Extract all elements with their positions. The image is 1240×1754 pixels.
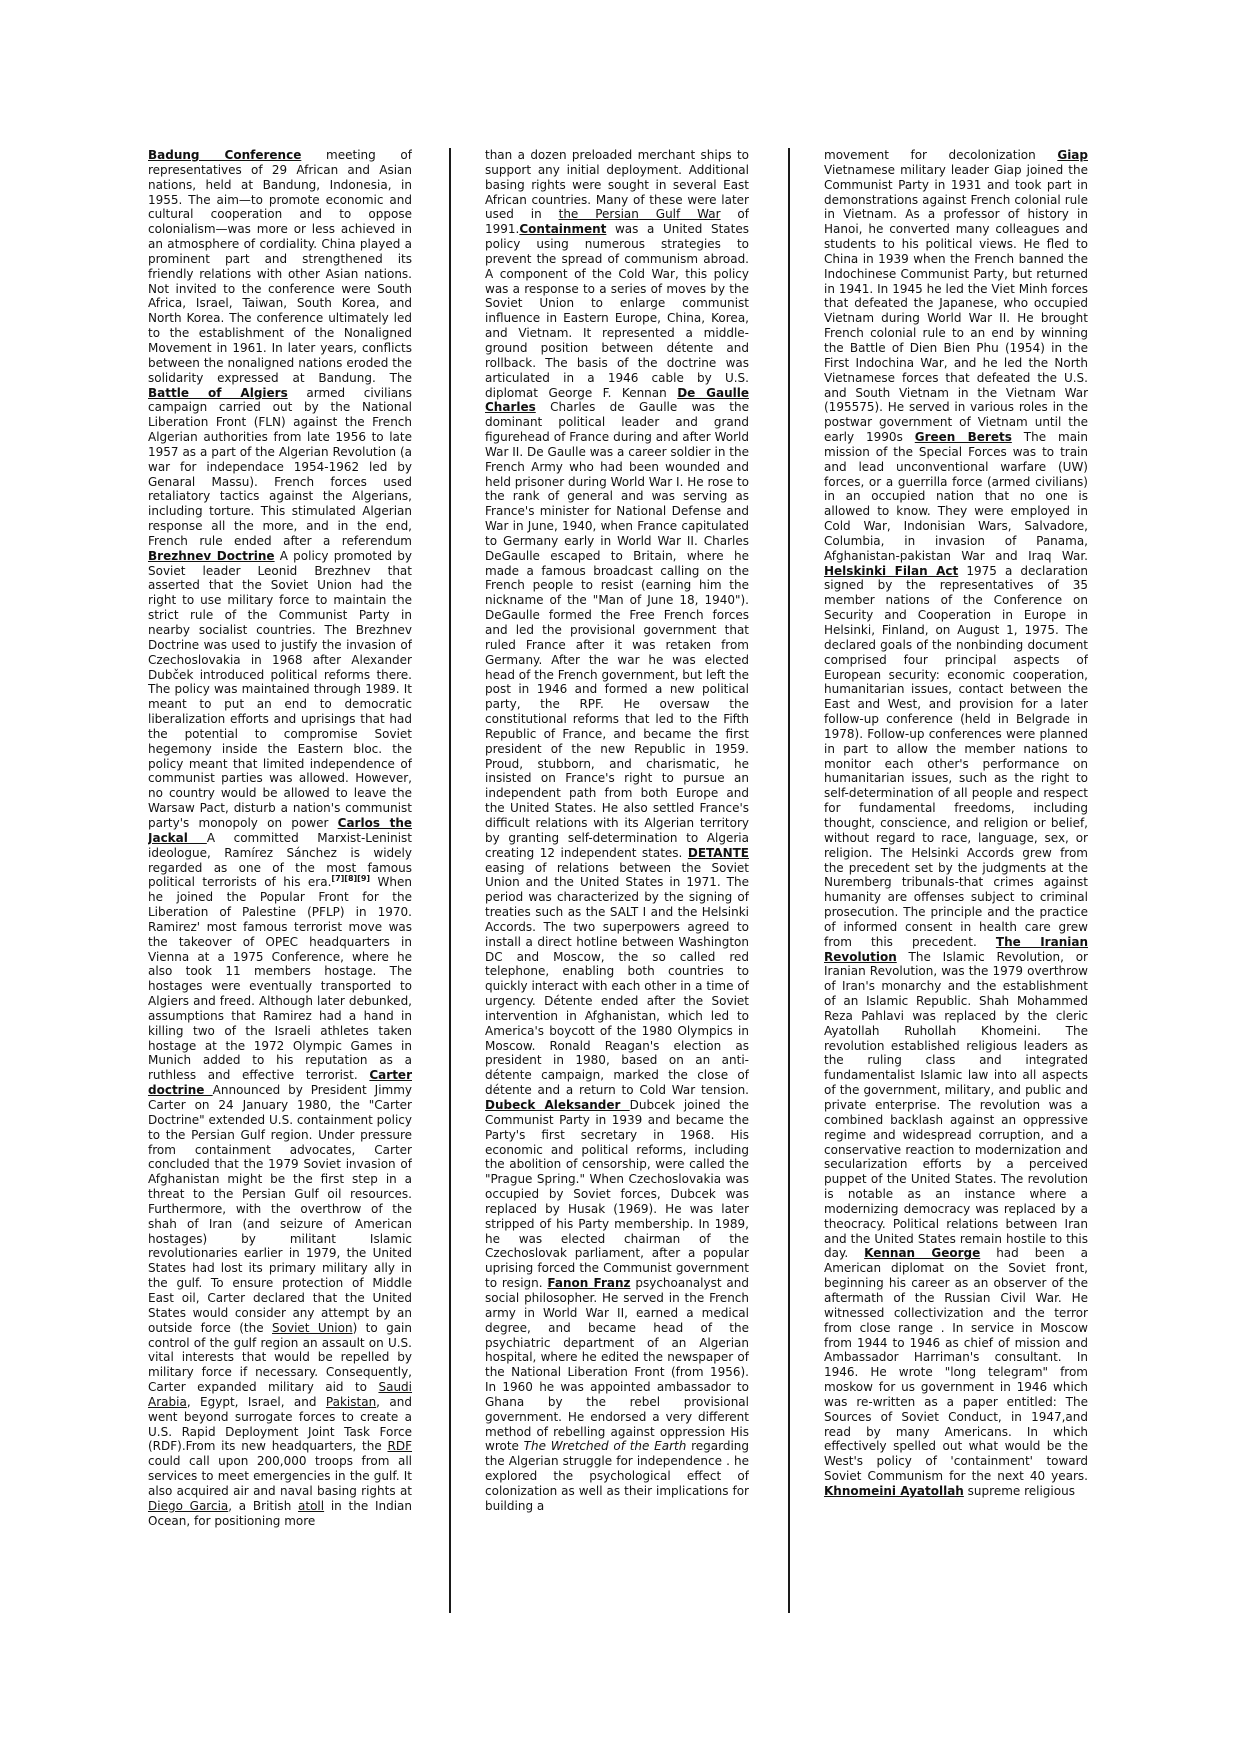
body-text: ) to gain control of the gulf region an assault on U.S. vital interests that would be repelled by military force if necessary. Consequently, Carter expanded military aid to — [148, 1320, 412, 1395]
body-text: than a dozen preloaded merchant ships to support any initial deployment. Additional basing rights were sought in several East African countries. Many of these were later used in — [485, 148, 749, 222]
column-divider-2 — [788, 148, 790, 1613]
body-text: movement for decolonization — [824, 148, 1058, 162]
column-divider-1 — [449, 148, 451, 1613]
inline-link[interactable]: Soviet Union — [272, 1320, 353, 1335]
body-text: easing of relations between the Soviet Union and the United States in 1971. The period was characterized by the signing of treaties such as the SALT I and the Helsinki Accords. The two superpowers agreed to install a direct hotline between Washington DC and Moscow, the so called red telephone, enabling both countries to quickly interact with each other in a time of urgency. Détente ended after the Soviet intervention in Afghanistan, which led to America's boycott of the 1980 Olympics in Moscow. Ronald Reagan's election as president in 1980, based on an anti-détente campaign, marked the close of détente and a return to Cold War tension. — [485, 860, 749, 1098]
body-text: A policy promoted by Soviet leader Leonid Brezhnev that asserted that the Soviet Union had the right to use military force to maintain the strict rule of the Communist Party in nearby socialist countries. The Brezhnev Doctrine was used to justify the invasion of Czechoslovakia in 1968 after Alexander Dubček introduced political reforms there. The policy was maintained through 1989. It meant to put an end to democratic liberalization efforts and uprisings that had the potential to compromise Soviet hegemony inside the Eastern bloc. the policy meant that limited independence of communist parties was allowed. However, no country would be allowed to leave the Warsaw Pact, disturb a nation's communist party's monopoly on power — [148, 548, 412, 830]
glossary-term[interactable]: Carlos the Jackal — [148, 815, 412, 845]
glossary-term[interactable]: Khnomeini Ayatollah — [824, 1483, 964, 1498]
body-text: had been a American diplomat on the Soviet front, beginning his career as an observer of the aftermath of the Russian Civil War. He witnessed collectivization and the terror from close range . In service in Moscow from 1944 to 1946 as chief of mission and Ambassador Harriman's consultant. In 1946. He wrote "long telegram" from moskow for us government in 1946 which was re-written as a paper entitled: The Sources of Soviet Conduct, in 1947,and read by many Americans. In which effectively spelled out what would be the West's policy of 'containment' toward Soviet Communism for the next 40 years. — [824, 1246, 1088, 1484]
inline-link[interactable]: Saudi Arabia — [148, 1380, 412, 1409]
glossary-term[interactable]: The Iranian Revolution — [824, 934, 1088, 964]
glossary-term[interactable]: Badung Conference — [148, 148, 302, 162]
glossary-term[interactable]: Brezhnev Doctrine — [148, 548, 275, 563]
glossary-term[interactable]: De Gaulle Charles — [485, 385, 749, 415]
body-text: Dubcek joined the Communist Party in 1939 and became the Party's first secretary in 1968. His economic and political reforms, including the abolition of censorship, were called the "Prague Spring." When Czechoslovakia was occupied by Soviet forces, Dubcek was replaced by Husak (1969). He was later stripped of his Party membership. In 1989, he was elected chairman of the Czechoslovak parliament, after a popular uprising forced the Communist government to resign. — [485, 1098, 749, 1291]
column-3-text — [824, 148, 1088, 1499]
body-text: was a United States policy using numerous strategies to prevent the spread of communism abroad. A component of the Cold War, this policy was a response to a series of moves by the Soviet Union to enlarge communist influence in Eastern Europe, China, Korea, and Vietnam. It represented a middle-ground position between détente and rollback. The basis of the doctrine was articulated in a 1946 cable by U.S. diplomat George F. Kennan — [485, 222, 749, 400]
body-text: Announced by President Jimmy Carter on 24 January 1980, the "Carter Doctrine" extended U.S. containment policy to the Persian Gulf region. Under pressure from containment advocates, Carter concluded that the 1979 Soviet invasion of Afghanistan might be the first step in a threat to the Persian Gulf oil resources. Furthermore, with the overthrow of the shah of Iran (and seizure of American hostages) by militant Islamic revolutionaries earlier in 1979, the United States had lost its primary military ally in the gulf. To ensure protection of Middle East oil, Carter declared that the United States would consider any attempt by an outside force (the — [148, 1083, 412, 1335]
glossary-term[interactable]: Helskinki Filan Act — [824, 563, 959, 578]
footnote-ref: [7][8][9] — [331, 874, 371, 884]
text-column-2 — [485, 148, 749, 1613]
glossary-term[interactable]: DETANTE — [687, 845, 749, 860]
glossary-term[interactable]: Containment — [519, 222, 607, 237]
body-text: could call upon 200,000 troops from all services to meet emergencies in the gulf. It also acquired air and naval basing rights at — [148, 1454, 412, 1498]
body-text: supreme religious — [963, 1483, 1075, 1498]
book-title: The Wretched of the Earth — [523, 1439, 687, 1454]
glossary-term[interactable]: Kennan George — [864, 1246, 981, 1261]
glossary-term[interactable]: Green Berets — [914, 430, 1012, 445]
inline-link[interactable]: RDF — [387, 1439, 412, 1454]
body-text: , Egypt, Israel, and — [186, 1394, 326, 1409]
body-text: meeting of representatives of 29 African and Asian nations, held at Bandung, Indonesia, in 1955. The aim—to promote economic and cultural cooperation and to oppose colonialism—was more or less achieved in an atmosphere of cordiality. China played a prominent part and strengthened its friendly relations with other Asian nations. Not invited to the conference were South Africa, Israel, Taiwan, South Korea, and North Korea. The conference ultimately led to the establishment of the Nonaligned Movement in 1961. In later years, conflicts between the nonaligned nations eroded the solidarity expressed at Bandung. The — [148, 148, 412, 385]
body-text: 1975 a declaration signed by the representatives of 35 member nations of the Conference on Security and Cooperation in Europe in Helsinki, Finland, on August 1, 1975. The declared goals of the nonbinding document comprised four principal aspects of European security: economic cooperation, humanitarian issues, contact between the East and West, and provision for a later follow-up conference (held in Belgrade in 1978). Follow-up conferences were planned in part to allow the member nations to monitor each other's performance on humanitarian issues, such as the right to self-determination of all people and respect for fundamental freedoms, including thought, conscience, and religion or belief, without regard to race, language, sex, or religion. The Helsinki Accords grew from the precedent set by the judgments at the Nuremberg tribunals-that crimes against humanity are offenses subject to criminal prosecution. The principle and the practice of informed consent in health care grew from this precedent. — [824, 563, 1088, 949]
body-text: of 1991. — [485, 207, 749, 237]
inline-link[interactable]: atoll — [298, 1498, 325, 1513]
text-column-1 — [148, 148, 412, 1613]
body-text: , and went beyond surrogate forces to create a U.S. Rapid Deployment Joint Task Force (RDF).From its new headquarters, the — [148, 1394, 412, 1454]
column-1-text — [148, 148, 412, 1528]
glossary-term[interactable]: Dubeck Aleksander — [485, 1098, 630, 1112]
inline-link[interactable]: Diego Garcia — [148, 1498, 229, 1513]
inline-link[interactable]: the Persian Gulf War — [558, 207, 721, 222]
body-text: regarding the Algerian struggle for independence . he explored the psychological effect of colonization as well as their implications for building a — [485, 1439, 749, 1513]
body-text: The Islamic Revolution, or Iranian Revolution, was the 1979 overthrow of Iran's monarchy and the establishment of an Islamic Republic. Shah Mohammed Reza Pahlavi was replaced by the cleric Ayatollah Ruhollah Khomeini. The revolution established religious leaders as the ruling class and integrated fundamentalist Islamic law into all aspects of the government, military, and public and private enterprise. The revolution was a combined backlash against an oppressive regime and widespread corruption, and a conservative reaction to modernization and secularization efforts by a perceived puppet of the United States. The revolution is notable as an instance where a modernizing democracy was replaced by a theocracy. Political relations between Iran and the United States remain hostile to this day. — [824, 949, 1088, 1261]
inline-link[interactable]: Pakistan — [325, 1394, 377, 1409]
body-text: armed civilians campaign carried out by the National Liberation Front (FLN) against the French Algerian authorities from late 1956 to late 1957 as a part of the Algerian Revolution (a war for independace 1954-1962 led by Genaral Massu). French forces used retaliatory tactics against the Algerians, including torture. This stimulated Algerian response all the more, and in the end, French rule ended after a referendum — [148, 385, 412, 548]
glossary-term[interactable]: Carter doctrine — [148, 1068, 412, 1098]
column-2-text — [485, 148, 749, 1514]
glossary-term[interactable]: Giap — [1057, 148, 1088, 162]
glossary-term[interactable]: Fanon Franz — [547, 1276, 631, 1291]
document-page — [148, 148, 1096, 1613]
glossary-term[interactable]: Battle of Algiers — [148, 385, 288, 400]
body-text: The main mission of the Special Forces was to train and lead unconventional warfare (UW) forces, or a guerrilla force (armed civilians) in an occupied nation that no one is allowed to know. They were employed in Cold War, Indonisian Wars, Salvadore, Columbia, in invasion of Panama, Afghanistan-pakistan War and Iraq War. — [824, 430, 1088, 563]
body-text: psychoanalyst and social philosopher. He served in the French army in World War II, earned a medical degree, and became head of the psychiatric department of an Algerian hospital, where he edited the newspaper of the National Liberation Front (from 1956). In 1960 he was appointed ambassador to Ghana by the rebel provisional government. He endorsed a very different method of rebelling against oppression His wrote — [485, 1276, 749, 1454]
text-column-3 — [824, 148, 1088, 1613]
body-text: When he joined the Popular Front for the Liberation of Palestine (PFLP) in 1970. Ramirez' most famous terrorist move was the takeover of OPEC headquarters in Vienna at a 1975 Conference, where he also took 11 members hostage. The hostages were eventually transported to Algiers and freed. Although later debunked, assumptions that Ramirez had a hand in killing two of the Israeli athletes taken hostage at the 1972 Olympic Games in Munich added to his reputation as a ruthless and effective terrorist. — [148, 875, 412, 1083]
body-text: Vietnamese military leader Giap joined the Communist Party in 1931 and took part in demonstrations against French colonial rule in Vietnam. As a professor of history in Hanoi, he converted many colleagues and students to his political views. He fled to China in 1939 when the French banned the Indochinese Communist Party, but returned in 1941. In 1945 he led the Viet Minh forces that defeated the Japanese, who occupied Vietnam during World War II. He brought French colonial rule to an end by winning the Battle of Dien Bien Phu (1954) in the First Indochina War, and he led the North Vietnamese forces that defeated the U.S. and South Vietnam in the Vietnam War (195575). He served in various roles in the postwar government of Vietnam until the early 1990s — [824, 162, 1088, 445]
body-text: , a British — [228, 1498, 299, 1513]
body-text: Charles de Gaulle was the dominant political leader and grand figurehead of France during and after World War II. De Gaulle was a career soldier in the French Army who had been wounded and held prisoner during World War I. He rose to the rank of general and was serving as France's minister for National Defense and War in June, 1940, when France capitulated to Germany early in World War II. Charles DeGaulle escaped to Britain, where he made a famous broadcast calling on the French people to resist (earning him the nickname of the "Man of June 18, 1940"). DeGaulle formed the Free French forces and led the provisional government that ruled France after it was retaken from Germany. After the war he was elected head of the French government, but left the post in 1946 and formed a new political party, the RPF. He oversaw the constitutional reforms that led to the Fifth Republic of France, and became the first president of the new Republic in 1959. Proud, stubborn, and charismatic, he insisted on France's right to pursue an independent path from both Europe and the United States. He also settled France's difficult relations with its Algerian territory by granting self-determination to Algeria creating 12 independent states. — [485, 400, 749, 860]
body-text: in the Indian Ocean, for positioning more — [148, 1498, 412, 1528]
body-text: A committed Marxist-Leninist ideologue, Ramírez Sánchez is widely regarded as one of the most famous political terrorists of his era. — [148, 830, 412, 890]
